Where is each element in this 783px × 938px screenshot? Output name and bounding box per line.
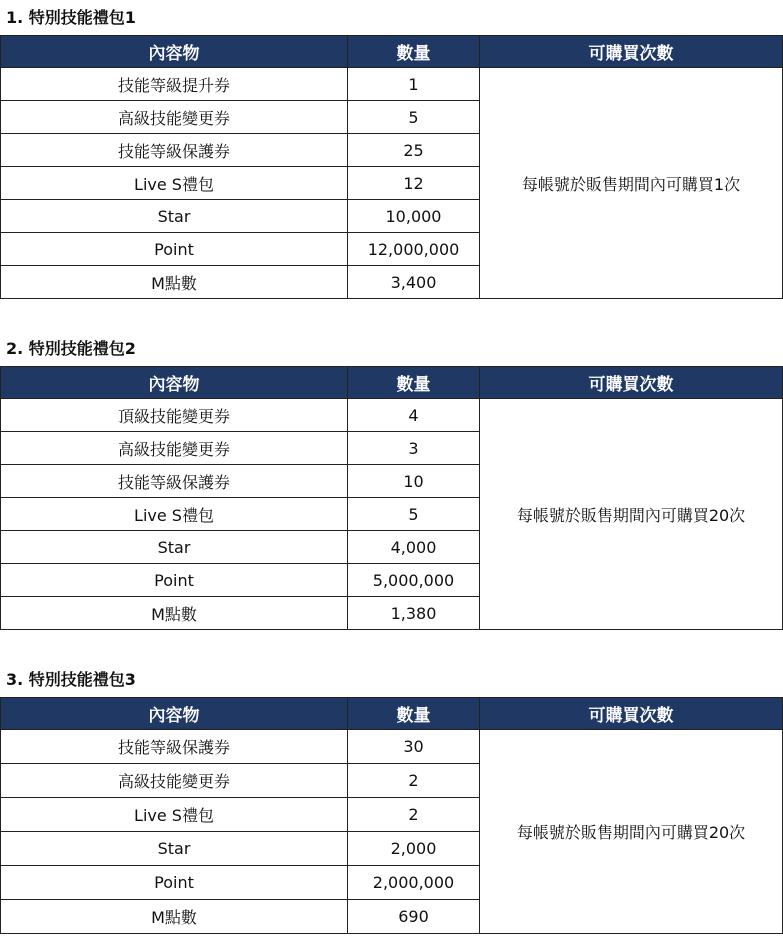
item-quantity: 12,000,000 bbox=[348, 233, 480, 266]
item-quantity: 25 bbox=[348, 134, 480, 167]
header-limit: 可購買次數 bbox=[480, 36, 783, 68]
header-quantity: 數量 bbox=[348, 367, 480, 399]
header-limit: 可購買次數 bbox=[480, 698, 783, 730]
table-row bbox=[1, 730, 783, 764]
item-quantity: 5,000,000 bbox=[348, 564, 480, 597]
item-quantity: 2,000,000 bbox=[348, 866, 480, 900]
header-contents: 內容物 bbox=[1, 36, 348, 68]
item-quantity: 2 bbox=[348, 764, 480, 798]
item-quantity: 4,000 bbox=[348, 531, 480, 564]
item-quantity: 5 bbox=[348, 101, 480, 134]
item-quantity: 4 bbox=[348, 399, 480, 432]
item-name: M點數 bbox=[1, 900, 348, 934]
item-name: 頂級技能變更券 bbox=[1, 399, 348, 432]
item-quantity: 12 bbox=[348, 167, 480, 200]
table-row bbox=[1, 68, 783, 101]
item-name: Point bbox=[1, 866, 348, 900]
item-name: Point bbox=[1, 233, 348, 266]
item-quantity: 3 bbox=[348, 432, 480, 465]
item-name: 高級技能變更券 bbox=[1, 432, 348, 465]
package-title: 3. 特別技能禮包3 bbox=[6, 670, 136, 689]
item-name: Point bbox=[1, 564, 348, 597]
item-name: Star bbox=[1, 531, 348, 564]
item-name: 高級技能變更券 bbox=[1, 101, 348, 134]
header-contents: 內容物 bbox=[1, 698, 348, 730]
item-name: 高級技能變更券 bbox=[1, 764, 348, 798]
package-title: 1. 特別技能禮包1 bbox=[6, 8, 136, 27]
package-table bbox=[0, 366, 783, 630]
item-quantity: 1,380 bbox=[348, 597, 480, 630]
header-row bbox=[1, 367, 783, 399]
item-name: 技能等級提升券 bbox=[1, 68, 348, 101]
item-quantity: 10,000 bbox=[348, 200, 480, 233]
item-name: Live S禮包 bbox=[1, 798, 348, 832]
item-name: 技能等級保護券 bbox=[1, 134, 348, 167]
table-row bbox=[1, 399, 783, 432]
header-limit: 可購買次數 bbox=[480, 367, 783, 399]
package-table bbox=[0, 35, 783, 299]
purchase-limit: 每帳號於販售期間內可購買20次 bbox=[480, 730, 783, 934]
item-name: M點數 bbox=[1, 266, 348, 299]
item-quantity: 10 bbox=[348, 465, 480, 498]
item-name: 技能等級保護券 bbox=[1, 730, 348, 764]
header-quantity: 數量 bbox=[348, 698, 480, 730]
package-title: 2. 特別技能禮包2 bbox=[6, 339, 136, 358]
header-contents: 內容物 bbox=[1, 367, 348, 399]
item-quantity: 2 bbox=[348, 798, 480, 832]
header-row bbox=[1, 36, 783, 68]
item-quantity: 1 bbox=[348, 68, 480, 101]
item-quantity: 30 bbox=[348, 730, 480, 764]
item-quantity: 2,000 bbox=[348, 832, 480, 866]
item-name: Live S禮包 bbox=[1, 498, 348, 531]
item-name: 技能等級保護券 bbox=[1, 465, 348, 498]
item-quantity: 690 bbox=[348, 900, 480, 934]
item-name: Live S禮包 bbox=[1, 167, 348, 200]
header-quantity: 數量 bbox=[348, 36, 480, 68]
item-name: Star bbox=[1, 832, 348, 866]
item-quantity: 5 bbox=[348, 498, 480, 531]
item-name: M點數 bbox=[1, 597, 348, 630]
package-table bbox=[0, 697, 783, 934]
item-quantity: 3,400 bbox=[348, 266, 480, 299]
item-name: Star bbox=[1, 200, 348, 233]
header-row bbox=[1, 698, 783, 730]
purchase-limit: 每帳號於販售期間內可購買20次 bbox=[480, 399, 783, 630]
purchase-limit: 每帳號於販售期間內可購買1次 bbox=[480, 68, 783, 299]
